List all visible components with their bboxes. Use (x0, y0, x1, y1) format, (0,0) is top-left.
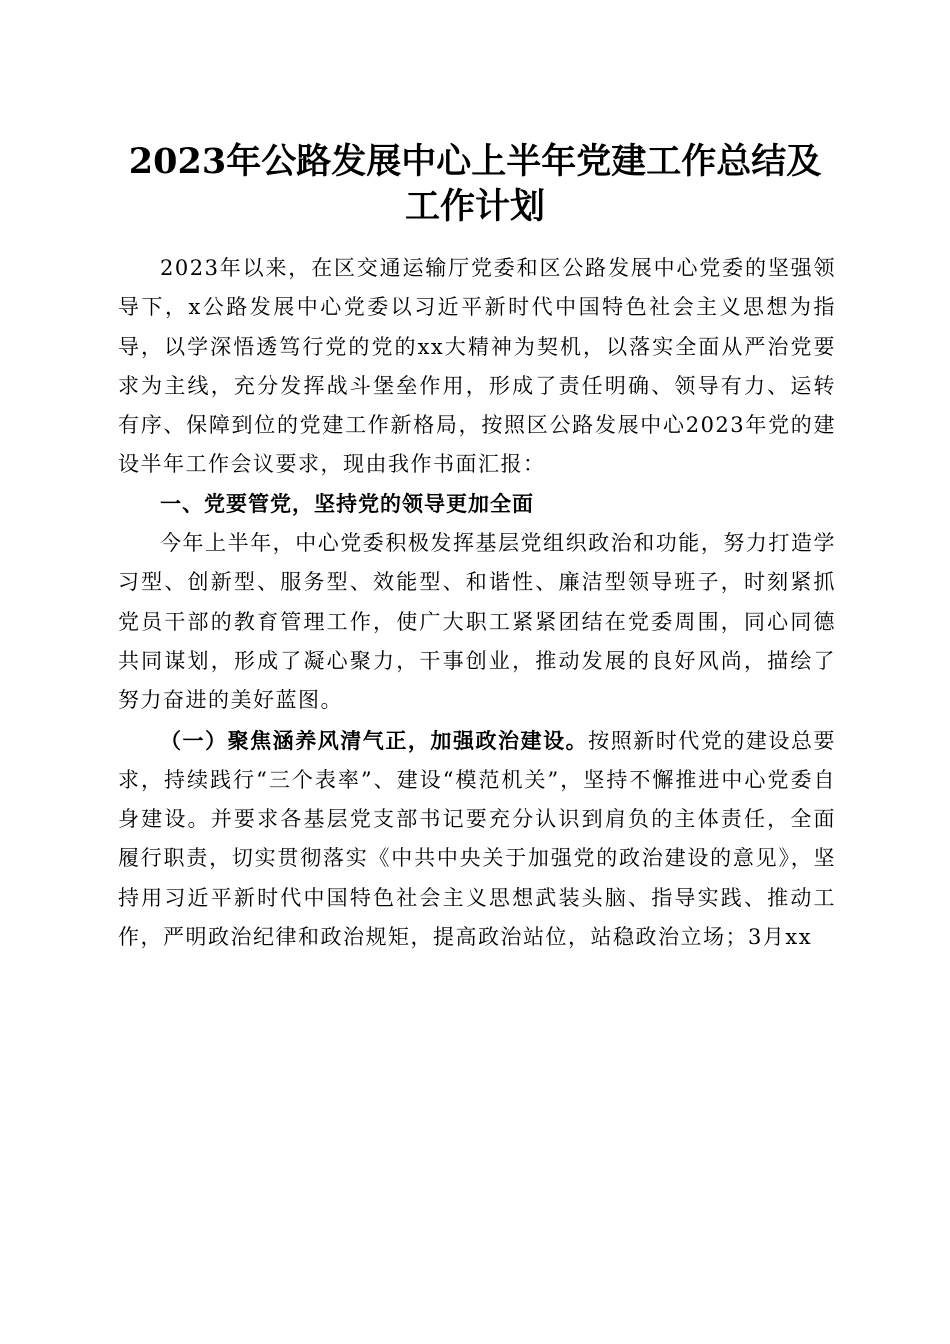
subsection-1-paragraph (118, 721, 836, 958)
document-title-line-2: 工作计划 (404, 186, 545, 227)
subsection-1-lead: （一）聚焦涵养风清气正，加强政治建设。 (160, 727, 589, 753)
section-1-heading: 一、党要管党，坚持党的领导更加全面 (160, 491, 534, 516)
document-title-line-1: 2023年公路发展中心上半年党建工作总结及 (128, 141, 822, 182)
intro-paragraph: 2023年以来，在区交通运输厅党委和区公路发展中心党委的坚强领导下，x公路发展中心党委以习近平新时代中国特色社会主义思想为指导，以学深悟透笃行党的党的xx大精神为契机，以落实全面从严治党要求为主线，充分发挥战斗堡垒作用，形成了责任明确、领导有力、运转有序、保障到位的党建工作新格局，按照区公路发展中心2023年党的建设半年工作会议要求，现由我作书面汇报： (118, 256, 836, 477)
document-body (118, 249, 836, 957)
section-1-paragraph: 今年上半年，中心党委积极发挥基层党组织政治和功能，努力打造学习型、创新型、服务型、效能型、和谐性、廉洁型领导班子，时刻紧抓党员干部的教育管理工作，使广大职工紧紧团结在党委周围，同心同德共同谋划，形成了凝心聚力，干事创业，推动发展的良好风尚，描绘了努力奋进的美好蓝图。 (118, 531, 836, 713)
subsection-1-text: 按照新时代党的建设总要求，持续践行“三个表率”、建设“模范机关”，坚持不懈推进中心党委自身建设。并要求各基层党支部书记要充分认识到肩负的主体责任，全面履行职责，切实贯彻落实《中共中央关于加强党的政治建设的意见》，坚持用习近平新时代中国特色社会主义思想武装头脑、指导实践、推动工作，严明政治纪律和政治规矩，提高政治站位，站稳政治立场；3月xx (118, 728, 837, 950)
